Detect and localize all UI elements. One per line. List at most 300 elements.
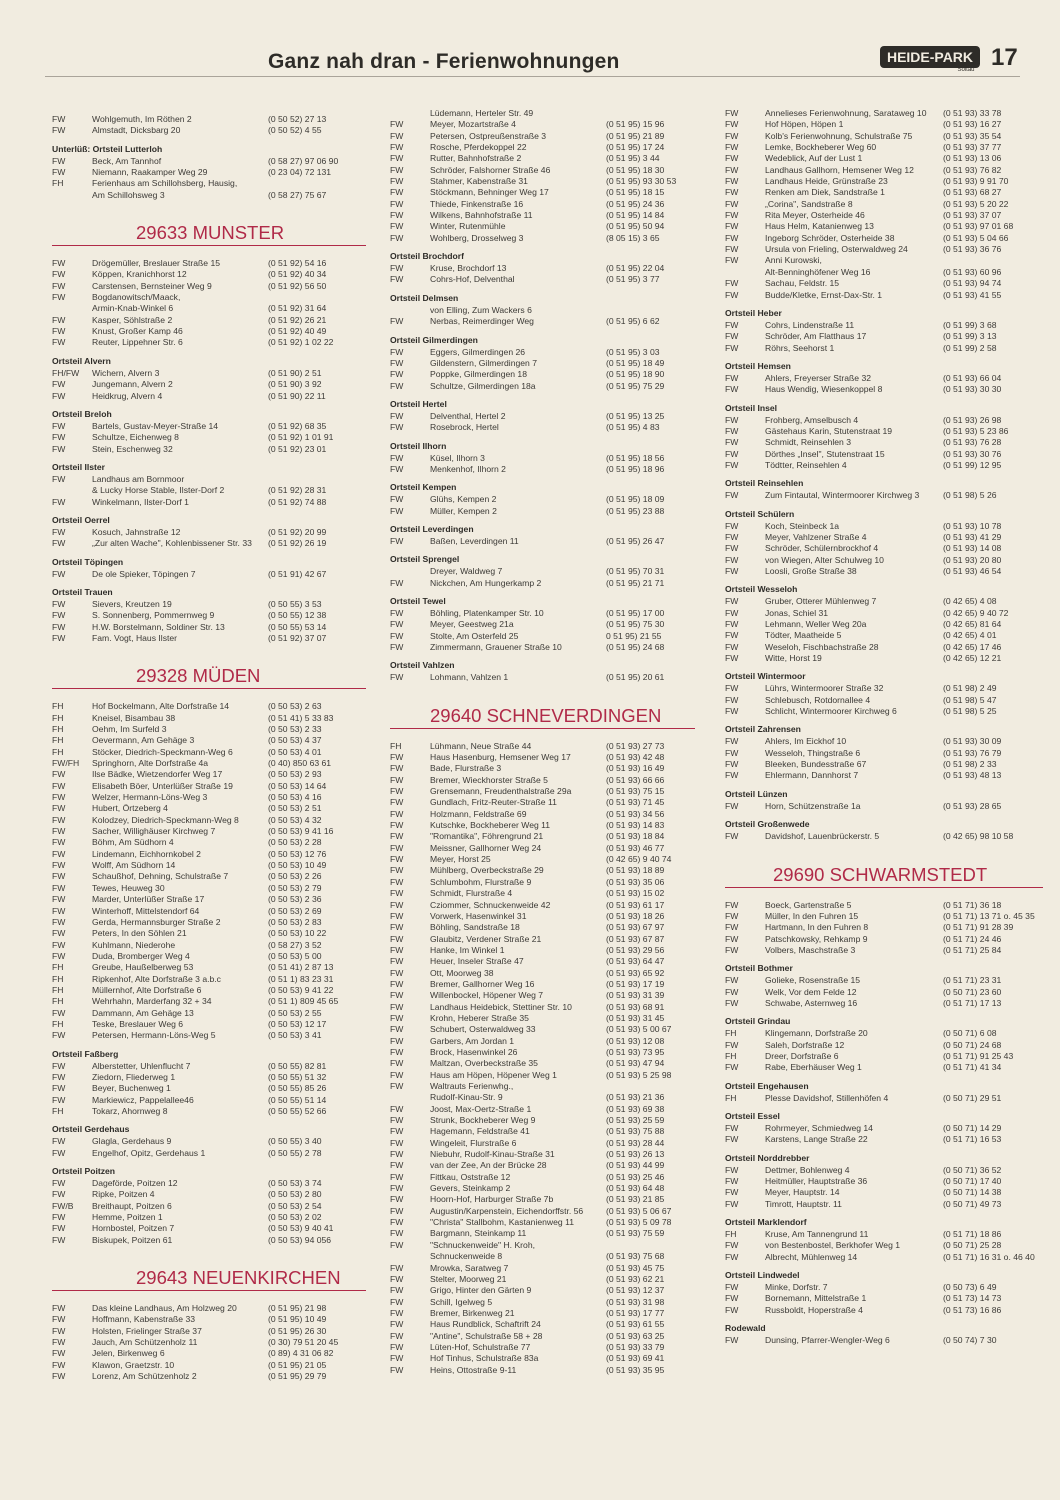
listing-type: FW: [390, 831, 404, 842]
listing-name: Wingeleit, Flurstraße 6: [430, 1137, 517, 1148]
listing-row: [52, 432, 352, 443]
listing-name: Biskupek, Poitzen 61: [92, 1234, 173, 1245]
listing-row: [390, 1160, 690, 1171]
listing-row: [52, 1235, 352, 1246]
listing-type: FW: [725, 210, 739, 221]
listing-name: Witte, Horst 19: [765, 653, 822, 664]
listing-phone: (0 51 93) 69 38: [606, 1103, 665, 1114]
listing-row: [52, 781, 352, 792]
district-heading: Ortsteil Trauen: [52, 586, 113, 597]
listing-type: FW: [725, 425, 739, 436]
listing-name: Klingemann, Dorfstraße 20: [765, 1028, 868, 1039]
listing-row: [725, 343, 1035, 354]
listing-phone: (0 51 95) 3 03: [606, 346, 660, 357]
district-heading: Ortsteil Marklendorf: [725, 1217, 807, 1228]
listing-type: FW: [390, 1353, 404, 1364]
listing-type: FW: [390, 1330, 404, 1341]
listing-type: FW: [390, 187, 404, 198]
listing-type: FW: [390, 956, 404, 967]
listing-row: [390, 831, 690, 842]
listing-phone: (0 50 53) 9 40 41: [268, 1223, 334, 1234]
listing-type: FW: [390, 1069, 404, 1080]
listing-type: FW: [52, 114, 66, 124]
listing-row: [52, 1148, 352, 1159]
listing-phone: (0 50 53) 2 36: [268, 894, 322, 905]
listing-name: Hoorn-Hof, Harburger Straße 7b: [430, 1194, 554, 1205]
listing-name: Dettmer, Bohlenweg 4: [765, 1164, 850, 1175]
listing-phone: (0 51 93) 12 37: [606, 1285, 665, 1296]
listing-name: Petersen, Ostpreußenstraße 3: [430, 130, 547, 141]
listing-phone: (0 51 95) 18 96: [606, 463, 665, 474]
listing-row: [725, 255, 1035, 266]
listing-phone: (0 51 93) 31 39: [606, 990, 665, 1001]
district-heading: Ortsteil Reinsehlen: [725, 478, 804, 489]
listing-name: Lorenz, Am Schützenholz 2: [92, 1371, 197, 1382]
district-heading: Rodewald: [725, 1323, 766, 1334]
listing-name: Haus Hasenburg, Hemsener Weg 17: [430, 752, 571, 763]
listing-name: Ehlermann, Dannhorst 7: [765, 770, 859, 781]
listing-row: [390, 1228, 690, 1239]
listing-name: Hof Tinhus, Schulstraße 83a: [430, 1353, 539, 1364]
listing-row: [52, 337, 352, 348]
listing-type: FH: [52, 735, 64, 746]
listing-row: [390, 221, 690, 232]
listing-phone: (0 51 93) 73 95: [606, 1046, 665, 1057]
listing-name: Landhaus Heidebick, Stettiner Str. 10: [430, 1001, 572, 1012]
listing-row: [390, 464, 690, 475]
listing-type: FW: [52, 780, 66, 791]
listing-name: Glühs, Kempen 2: [430, 494, 497, 505]
listing-row: [390, 422, 690, 433]
listing-name: „Corina", Sandstraße 8: [765, 198, 853, 209]
listing-row: [390, 358, 690, 369]
listing-row: [725, 449, 1035, 460]
listing-continuation: [52, 485, 352, 496]
listing-row: [725, 373, 1035, 384]
listing-type: FW: [725, 910, 739, 921]
listing-phone: (0 50 55) 53 14: [268, 621, 327, 632]
listing-row: [52, 156, 352, 167]
listing-type: FW: [52, 1371, 66, 1382]
district-heading: Ortsteil Faßberg: [52, 1048, 119, 1059]
listing-phone: (0 50 71) 23 60: [943, 986, 1002, 997]
listing-phone: (0 89) 4 31 06 82: [268, 1348, 334, 1359]
listing-phone: (0 51 95) 93 30 53: [606, 176, 677, 187]
listing-type: FW: [52, 390, 66, 401]
listing-phone: (0 51 90) 3 92: [268, 379, 322, 390]
listing-row: [390, 934, 690, 945]
listing-phone: (0 50 53) 2 93: [268, 769, 322, 780]
district-heading: Ortsteil Großenwede: [725, 819, 810, 830]
listing-name: Schultze, Gilmerdingen 18a: [430, 380, 536, 391]
district-heading: Ortsteil Schülern: [725, 508, 795, 519]
listing-name: Waltrauts Ferienwhg.,: [430, 1081, 514, 1091]
listing-row: [52, 701, 352, 712]
listing-phone: (0 51 93) 64 47: [606, 956, 665, 967]
district-heading: Ortsteil Ilster: [52, 461, 106, 472]
listing-row: [52, 497, 352, 508]
listing-phone: (0 51 93) 5 04 66: [943, 232, 1009, 243]
listing-name: Sachau, Feldstr. 15: [765, 278, 840, 289]
listing-phone: 0 51 95) 21 55: [606, 630, 662, 641]
listing-name: Zum Fintautal, Wintermoorer Kirchweg 3: [765, 490, 920, 501]
listing-phone: (0 51 93) 65 92: [606, 967, 665, 978]
listing-type: FW: [390, 797, 404, 808]
listing-phone: (0 51 93) 76 28: [943, 437, 1002, 448]
listing-row: [52, 837, 352, 848]
listing-type: FW: [390, 944, 404, 955]
listing-type: FW: [52, 167, 66, 178]
listing-type: FW: [390, 1285, 404, 1296]
listing-name: Holzmann, Feldstraße 69: [430, 808, 527, 819]
listing-name: Stein, Eschenweg 32: [92, 443, 173, 454]
listing-phone: (0 50 53) 2 54: [268, 1200, 322, 1211]
listing-name: Müller, In den Fuhren 15: [765, 910, 859, 921]
listing-row: [725, 187, 1035, 198]
listing-phone: (0 51 93) 31 45: [606, 1012, 665, 1023]
listing-name: Am Schillohsweg 3: [92, 189, 165, 200]
listing-type: FW: [52, 1147, 66, 1158]
listing-name: Lühmann, Neue Straße 44: [430, 740, 532, 751]
listing-row: [725, 555, 1035, 566]
listing-phone: (0 51 95) 75 29: [606, 380, 665, 391]
listing-name: Bartels, Gustav-Meyer-Straße 14: [92, 420, 219, 431]
listing-type: FW: [725, 759, 739, 770]
listing-type: FW: [52, 814, 66, 825]
listing-row: [52, 871, 352, 882]
listing-row: [52, 974, 352, 985]
listing-type: FW: [390, 808, 404, 819]
listing-phone: (0 51 71) 18 86: [943, 1229, 1002, 1240]
district-heading: Ortsteil Oerrel: [52, 514, 110, 525]
listing-row: [725, 1282, 1035, 1293]
listing-row: [725, 911, 1035, 922]
listing-type: FW: [725, 372, 739, 383]
listing-type: FW: [390, 642, 404, 652]
listing-type: FW: [390, 263, 404, 274]
district-heading: Ortsteil Gerdehaus: [52, 1124, 130, 1135]
listing-row: [725, 608, 1035, 619]
listing-name: Augustin/Karpenstein, Eichendorffstr. 56: [430, 1205, 584, 1216]
listing-phone: (0 51 93) 9 91 70: [943, 176, 1009, 187]
listing-type: FW: [390, 505, 404, 516]
listing-type: FW: [725, 997, 739, 1008]
listing-phone: (0 51 73) 16 86: [943, 1304, 1002, 1315]
listing-name: Mrowka, Saratweg 7: [430, 1262, 509, 1273]
listing-row: [52, 633, 352, 644]
listing-type: FW: [390, 1001, 404, 1012]
listing-row: [725, 278, 1035, 289]
listing-name: Kruse, Am Tannengrund 11: [765, 1229, 869, 1240]
listing-type: FH: [52, 701, 64, 712]
listing-phone: (0 58 27) 3 52: [268, 939, 322, 950]
listing-row: [390, 979, 690, 990]
listing-row: [390, 108, 690, 119]
listing-row: [390, 1365, 690, 1376]
listing-type: FW: [52, 916, 66, 927]
listing-row: [390, 786, 690, 797]
listing-row: [725, 1187, 1035, 1198]
listing-type: FW: [52, 598, 66, 609]
listing-type: FW: [390, 933, 404, 944]
listing-phone: (0 51 93) 45 75: [606, 1262, 665, 1273]
listing-row: [390, 578, 690, 589]
listing-phone: (0 50 53) 4 01: [268, 746, 322, 757]
listing-name: Das kleine Landhaus, Am Holzweg 20: [92, 1303, 237, 1314]
listing-phone: (0 51 93) 28 44: [606, 1137, 665, 1148]
listing-phone: (0 51 90) 2 51: [268, 367, 322, 378]
listing-type: FW: [390, 1126, 404, 1137]
listing-type: FW: [390, 978, 404, 989]
listing-row: [725, 1176, 1035, 1187]
listing-name: Heins, Ottostraße 9-11: [430, 1364, 517, 1375]
listing-row: [52, 281, 352, 292]
page-number: 17: [991, 44, 1018, 71]
listing-phone: (0 50 71) 14 38: [943, 1187, 1002, 1198]
listing-phone: (0 42 65) 4 08: [943, 596, 997, 607]
listing-phone: (0 51 93) 34 56: [606, 808, 665, 819]
listing-type: FW: [390, 1364, 404, 1375]
listing-name: Jonas, Schiel 31: [765, 607, 829, 618]
listing-row: [390, 1274, 690, 1285]
listing-phone: (0 50 53) 2 80: [268, 1189, 322, 1200]
listing-name: "Antine", Schulstraße 58 + 28: [430, 1330, 543, 1341]
listing-row: [725, 900, 1035, 911]
listing-row: [725, 987, 1035, 998]
listing-phone: (0 50 53) 94 056: [268, 1234, 332, 1245]
listing-phone: (0 51 93) 21 36: [606, 1092, 665, 1103]
listing-row: [725, 290, 1035, 301]
listing-name: Lüdemann, Herteler Str. 49: [430, 108, 534, 118]
listing-row: [52, 622, 352, 633]
listing-phone: (0 51 93) 36 76: [943, 244, 1002, 255]
listing-phone: (0 50 55) 51 14: [268, 1094, 327, 1105]
listing-type: FW: [390, 274, 404, 285]
listing-type: FW: [52, 837, 66, 848]
listing-phone: (0 50 53) 2 02: [268, 1212, 322, 1223]
listing-phone: (0 51 98) 2 49: [943, 683, 997, 694]
listing-phone: (0 51 93) 46 77: [606, 842, 665, 853]
listing-type: FW: [725, 1335, 739, 1346]
listing-phone: (0 50 71) 36 52: [943, 1164, 1002, 1175]
district-heading: Ortsteil Vahlzen: [390, 660, 455, 671]
listing-row: [390, 619, 690, 630]
listing-row: [725, 831, 1035, 842]
listing-name: Teske, Breslauer Weg 6: [92, 1018, 184, 1029]
listing-name: Delventhal, Hertel 2: [430, 410, 506, 421]
listing-row: [390, 1206, 690, 1217]
listing-type: FW: [52, 155, 66, 166]
listing-name: Dreyer, Waldweg 7: [430, 566, 503, 577]
listing-phone: (0 51 93) 37 77: [943, 142, 1002, 153]
listing-phone: (0 51 92) 68 35: [268, 420, 327, 431]
listing-name: Meissner, Gallhorner Weg 24: [430, 842, 542, 853]
listing-phone: (0 50 53) 3 74: [268, 1178, 322, 1189]
listing-type: FW: [390, 1046, 404, 1057]
listing-name: Haus am Höpen, Höpener Weg 1: [430, 1069, 557, 1080]
listing-phone: (0 51 92) 74 88: [268, 496, 327, 507]
listing-row: [52, 1106, 352, 1117]
listing-name: van der Zee, An der Brücke 28: [430, 1160, 547, 1171]
listing-phone: (0 51 93) 26 13: [606, 1149, 665, 1160]
listing-type: FW: [52, 939, 66, 950]
listing-name: Nickchen, Am Hungerkamp 2: [430, 577, 542, 588]
listing-row: [725, 384, 1035, 395]
listing-name: Tödtter, Reinsehlen 4: [765, 459, 847, 470]
listing-phone: (0 51 93) 17 77: [606, 1307, 665, 1318]
listing-type: FW: [725, 232, 739, 243]
listing-type: FH: [52, 1018, 64, 1029]
listing-name: Saleh, Dorfstraße 12: [765, 1039, 845, 1050]
listing-row: [52, 860, 352, 871]
listing-name: Schultze, Eichenweg 8: [92, 432, 179, 443]
listing-phone: (0 51 95) 13 25: [606, 410, 665, 421]
listing-type: FW: [390, 865, 404, 876]
listing-name: Haus Wendig, Wiesenkoppel 8: [765, 384, 883, 395]
listing-phone: (0 51 93) 41 29: [943, 531, 1002, 542]
listing-name: Landhaus Heide, Grünstraße 23: [765, 176, 888, 187]
district-heading: Ortsteil Zahrensen: [725, 724, 801, 735]
listing-name: Cziommer, Schnuckenweide 42: [430, 899, 551, 910]
listing-row: [52, 599, 352, 610]
listing-phone: (0 51 95) 18 09: [606, 494, 665, 505]
listing-phone: (0 51 93) 30 09: [943, 736, 1002, 747]
listing-name: Böhling, Sandstraße 18: [430, 922, 520, 933]
listing-row: [725, 165, 1035, 176]
listing-phone: (0 42 65) 12 21: [943, 653, 1002, 664]
listing-name: Annelieses Ferienwohnung, Sarataweg 10: [765, 108, 927, 118]
listing-name: Oehm, Im Surfeld 3: [92, 724, 167, 734]
listing-row: [390, 1070, 690, 1081]
listing-phone: (0 51 95) 21 98: [268, 1303, 327, 1314]
listing-phone: (0 51 93) 5 00 67: [606, 1024, 672, 1035]
listing-type: FW: [52, 280, 66, 291]
listing-phone: (0 50 53) 2 51: [268, 803, 322, 814]
listing-phone: (0 50 74) 7 30: [943, 1335, 997, 1346]
listing-name: Markiewicz, Pappelallee46: [92, 1094, 194, 1105]
listing-row: [52, 1337, 352, 1348]
district-heading: Ortsteil Leverdingen: [390, 523, 474, 534]
listing-name: Müller, Kempen 2: [430, 505, 497, 516]
listing-name: Schill, Igelweg 5: [430, 1296, 493, 1307]
listing-phone: (0 51 71) 36 18: [943, 899, 1002, 910]
listing-type: FW: [725, 255, 739, 266]
listing-phone: (0 42 65) 98 10 58: [943, 831, 1014, 842]
listing-row: [390, 1297, 690, 1308]
listing-name: Volbers, Maschstraße 3: [765, 944, 856, 955]
listing-type: FW: [390, 164, 404, 175]
listing-row: [52, 769, 352, 780]
listing-type: FW: [390, 854, 404, 865]
listing-name: Glagla, Gerdehaus 9: [92, 1136, 172, 1147]
listing-type: FW: [52, 882, 66, 893]
listing-type: FW: [390, 1149, 404, 1160]
listing-type: FW: [725, 198, 739, 209]
listing-type: FW: [390, 1012, 404, 1023]
listing-phone: (8 05 15) 3 65: [606, 232, 660, 243]
listing-type: FW: [725, 490, 739, 501]
listing-type: FW: [725, 1304, 739, 1315]
listing-name: Ripkenhof, Alte Dorfstraße 3 a.b.c: [92, 973, 221, 984]
listing-type: FW: [52, 621, 66, 632]
listing-row: [52, 1083, 352, 1094]
listing-phone: (0 51 93) 68 27: [943, 187, 1002, 198]
listing-name: Strunk, Bockheberer Weg 9: [430, 1115, 536, 1126]
listing-name: Gevers, Steinkamp 2: [430, 1183, 511, 1194]
listing-name: Vorwerk, Hasenwinkel 31: [430, 910, 527, 921]
listing-type: FW: [52, 1359, 66, 1370]
listing-name: Menkenhof, Ilhorn 2: [430, 463, 506, 474]
listing-row: [52, 368, 352, 379]
listing-name: Drögemüller, Breslauer Straße 15: [92, 258, 221, 269]
listing-row: [52, 1348, 352, 1359]
listing-row: [725, 801, 1035, 812]
listing-phone: (0 30) 79 51 20 45: [268, 1337, 339, 1348]
listing-name: Küsel, Ilhorn 3: [430, 452, 485, 463]
listing-phone: (0 50 71) 17 40: [943, 1176, 1002, 1186]
listing-phone: (0 51 93) 64 48: [606, 1183, 665, 1194]
listing-type: FW: [52, 473, 66, 484]
listing-phone: (0 51 95) 3 77: [606, 274, 660, 285]
listing-name: Albrecht, Mühlenweg 14: [765, 1251, 858, 1262]
listing-phone: (0 51 93) 66 66: [606, 774, 665, 785]
listing-name: Fam. Vogt, Haus Ilster: [92, 632, 178, 643]
listing-phone: (0 50 55) 51 32: [268, 1071, 327, 1082]
listing-phone: (0 51 95) 75 30: [606, 619, 665, 630]
listing-type: FW: [725, 278, 739, 289]
listing-phone: (0 51 90) 22 11: [268, 390, 326, 401]
listing-type: FW: [725, 922, 739, 933]
listing-row: [52, 713, 352, 724]
listing-type: FW: [725, 176, 739, 187]
listing-row: [725, 1062, 1035, 1073]
listing-type: FW: [725, 619, 739, 630]
listing-row: [390, 1081, 690, 1092]
listing-row: [725, 736, 1035, 747]
listing-type: FW: [725, 221, 739, 232]
listing-phone: (0 51 93) 25 46: [606, 1171, 665, 1182]
listing-name: Kosuch, Jahnstraße 12: [92, 526, 181, 537]
listing-type: FW: [52, 379, 66, 390]
listing-phone: (0 51 93) 46 54: [943, 566, 1002, 576]
listing-row: [725, 426, 1035, 437]
listing-type: FW: [390, 1307, 404, 1318]
listing-type: FW: [725, 119, 739, 130]
listing-name: Stöcker, Diedrich-Speckmann-Weg 6: [92, 746, 233, 757]
listing-row: [390, 153, 690, 164]
listing-name: Röhrs, Seehorst 1: [765, 342, 835, 353]
listing-type: FW: [725, 384, 739, 395]
listing-name: Meyer, Horst 25: [430, 854, 491, 865]
listing-type: FW: [390, 316, 404, 327]
listing-name: Frohberg, Amselbusch 4: [765, 414, 859, 425]
listing-type: FW: [390, 774, 404, 785]
listing-phone: (0 51 93) 67 87: [606, 933, 665, 944]
listing-name: Dageförde, Poitzen 12: [92, 1178, 178, 1189]
listing-name: Rabe, Eberhäuser Weg 1: [765, 1062, 862, 1073]
listing-name: Bleeken, Bundesstraße 67: [765, 759, 867, 770]
listing-phone: (0 50 52) 27 13: [268, 114, 327, 124]
listing-type: FW: [52, 1234, 66, 1245]
listing-name: Heitmüller, Hauptstraße 36: [765, 1176, 868, 1186]
listing-row: [390, 642, 690, 653]
listing-name: Horn, Schützenstraße 1a: [765, 800, 861, 811]
listing-row: [725, 153, 1035, 164]
listing-row: [725, 210, 1035, 221]
listing-name: H.W. Borstelmann, Soldiner Str. 13: [92, 621, 225, 632]
listing-phone: (0 51 95) 15 96: [606, 119, 665, 130]
listing-phone: (0 51 95) 17 00: [606, 607, 665, 618]
